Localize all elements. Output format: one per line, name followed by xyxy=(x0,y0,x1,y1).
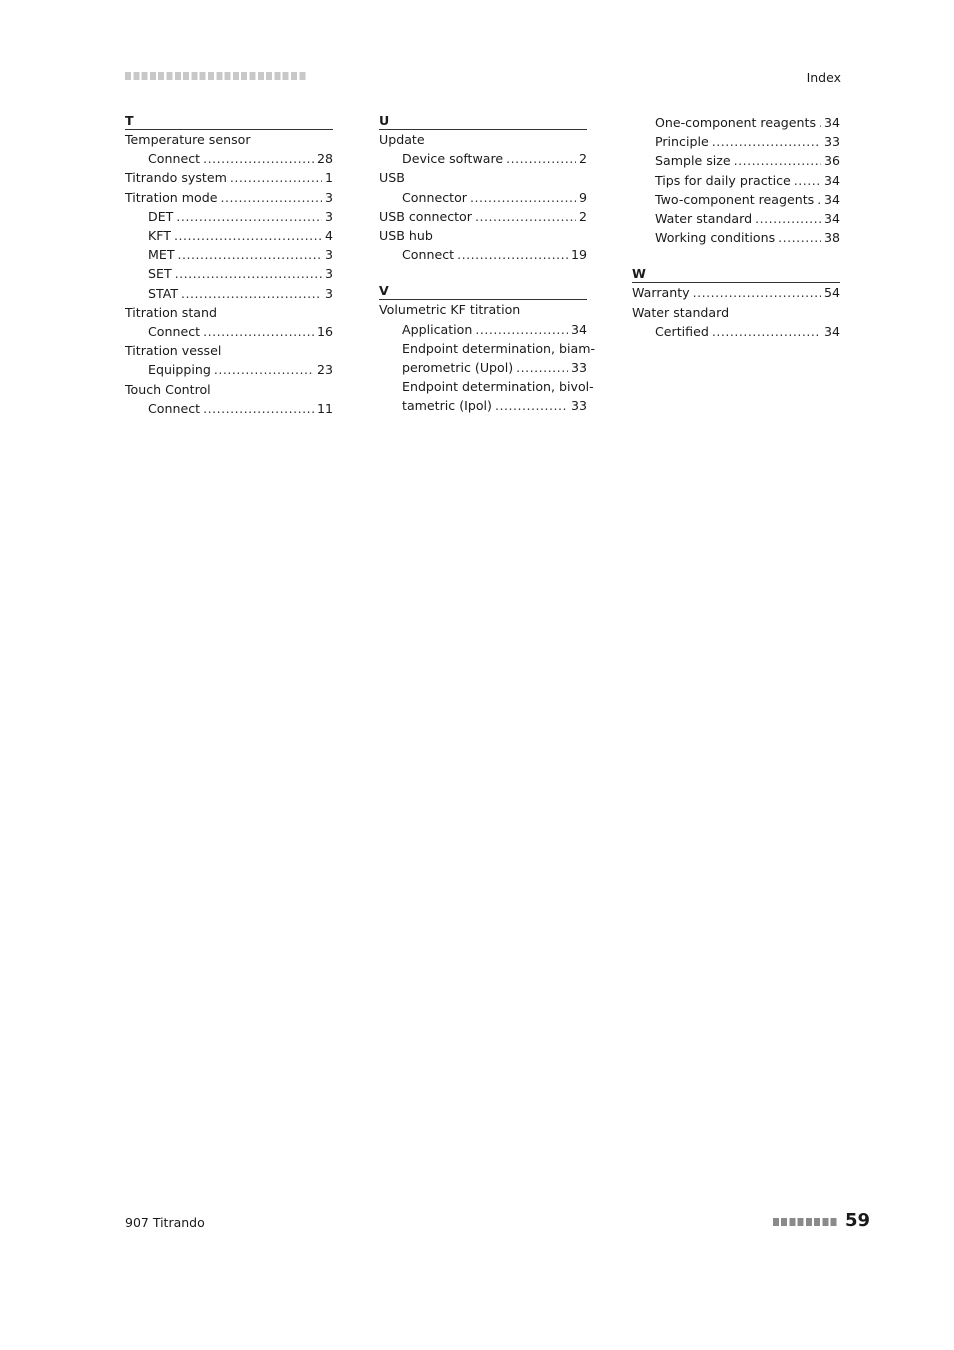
entry-label: Two-component reagents xyxy=(655,191,815,207)
entry-page: 34 xyxy=(823,115,840,130)
entry-label: Titrando system xyxy=(125,170,227,186)
page-number: 59 xyxy=(845,1210,871,1231)
entry-page: 19 xyxy=(570,247,587,263)
entry-page: 2 xyxy=(578,208,587,224)
index-subentry-line: Endpoint determination, bivol- xyxy=(402,379,594,395)
index-entry: Update xyxy=(379,132,425,147)
index-entry: Titration vessel xyxy=(125,343,222,359)
entry-label: Working conditions xyxy=(655,230,776,246)
section-letter: W xyxy=(632,265,840,283)
entry-page: 16 xyxy=(316,324,333,340)
entry-label: Tips for daily practice xyxy=(655,172,791,188)
index-entry: Touch Control xyxy=(125,381,211,397)
index-entry[interactable] xyxy=(125,188,333,207)
entry-label: Sample size xyxy=(655,153,731,169)
index-subentry[interactable] xyxy=(125,264,333,283)
index-subentry[interactable] xyxy=(379,358,587,377)
index-entry: Temperature sensor xyxy=(125,132,251,147)
entry-page: 36 xyxy=(823,153,840,169)
index-entry[interactable] xyxy=(125,168,333,187)
entry-page: 33 xyxy=(823,134,840,150)
entry-label: Device software xyxy=(402,151,504,167)
index-subentry[interactable] xyxy=(632,190,840,209)
index-subentry[interactable] xyxy=(379,245,587,264)
section-letter: U xyxy=(379,112,587,130)
index-entry: Titration stand xyxy=(125,304,217,320)
index-entry: USB xyxy=(379,170,405,186)
entry-label: Principle xyxy=(655,134,709,150)
index-section-v xyxy=(379,282,596,415)
index-subentry[interactable] xyxy=(125,284,333,303)
entry-label: One-component reagents xyxy=(655,115,817,130)
entry-page: 3 xyxy=(324,208,333,224)
entry-page: 9 xyxy=(578,189,587,205)
entry-page: 4 xyxy=(324,228,333,244)
entry-label: Titration mode xyxy=(125,189,218,205)
entry-page: 34 xyxy=(823,323,840,339)
entry-label: DET xyxy=(148,208,174,224)
footer-product-name: 907 Titrando xyxy=(125,1215,205,1230)
index-entry: USB hub xyxy=(379,228,433,244)
entry-label: Warranty xyxy=(632,285,690,301)
index-subentry[interactable] xyxy=(632,209,840,228)
index-subentry-line: Endpoint determination, biam- xyxy=(402,340,596,356)
entry-label: KFT xyxy=(148,228,171,244)
index-subentry[interactable] xyxy=(125,226,333,245)
section-letter: V xyxy=(379,282,587,300)
entry-page: 34 xyxy=(823,211,840,227)
entry-page: 3 xyxy=(324,247,333,263)
entry-label: Equipping xyxy=(148,362,211,378)
entry-page: 28 xyxy=(316,151,333,167)
entry-label: MET xyxy=(148,247,175,263)
entry-page: 34 xyxy=(570,321,587,337)
index-subentry[interactable] xyxy=(632,322,840,341)
entry-label: SET xyxy=(148,266,172,282)
index-subentry[interactable] xyxy=(125,149,333,168)
entry-page: 3 xyxy=(324,285,333,301)
index-entry: Water standard xyxy=(632,304,730,320)
entry-page: 3 xyxy=(324,189,333,205)
index-subentry[interactable] xyxy=(632,132,840,151)
entry-page: 34 xyxy=(823,191,840,207)
entry-label: Water standard xyxy=(655,211,753,227)
index-subentry[interactable] xyxy=(632,151,840,170)
header-decoration xyxy=(125,72,307,80)
index-section-v-continued xyxy=(632,113,840,247)
index-column-1 xyxy=(125,112,333,418)
entry-label: Connect xyxy=(148,151,201,167)
index-subentry[interactable] xyxy=(632,228,840,247)
entry-label: Connect xyxy=(148,400,201,416)
index-section-t xyxy=(125,112,333,418)
index-subentry[interactable] xyxy=(632,113,840,132)
index-subentry[interactable] xyxy=(379,396,587,415)
entry-label: Connect xyxy=(402,247,455,263)
entry-page: 34 xyxy=(823,172,840,188)
footer-decoration xyxy=(773,1218,839,1226)
entry-label: perometric (Upol) xyxy=(402,360,514,376)
entry-page: 11 xyxy=(316,400,333,416)
entry-label: tametric (Ipol) xyxy=(402,398,492,414)
index-subentry[interactable] xyxy=(125,322,333,341)
entry-page: 54 xyxy=(823,285,840,301)
index-subentry[interactable] xyxy=(125,207,333,226)
entry-page: 1 xyxy=(324,170,333,186)
index-subentry[interactable] xyxy=(125,360,333,379)
index-subentry[interactable] xyxy=(379,149,587,168)
index-subentry[interactable] xyxy=(379,188,587,207)
page-title: Index xyxy=(806,70,841,85)
entry-page: 2 xyxy=(578,151,587,167)
entry-label: Application xyxy=(402,321,473,337)
entry-page: 3 xyxy=(324,266,333,282)
index-entry[interactable] xyxy=(379,207,587,226)
entry-label: Connect xyxy=(148,324,201,340)
entry-label: Certified xyxy=(655,323,709,339)
entry-label: USB connector xyxy=(379,208,472,224)
index-section-u xyxy=(379,112,587,264)
index-entry[interactable] xyxy=(632,283,840,302)
index-entry: Volumetric KF titration xyxy=(379,302,521,318)
entry-page: 33 xyxy=(570,360,587,376)
index-subentry[interactable] xyxy=(379,320,587,339)
index-subentry[interactable] xyxy=(125,245,333,264)
index-subentry[interactable] xyxy=(632,171,840,190)
index-column-3 xyxy=(632,112,840,341)
section-letter: T xyxy=(125,112,333,130)
entry-page: 23 xyxy=(316,362,333,378)
entry-page: 38 xyxy=(823,230,840,246)
entry-page: 33 xyxy=(570,398,587,414)
index-column-2 xyxy=(379,112,596,416)
entry-label: STAT xyxy=(148,285,179,301)
index-section-w xyxy=(632,265,840,341)
entry-label: Connector xyxy=(402,189,467,205)
index-subentry[interactable] xyxy=(125,399,333,418)
